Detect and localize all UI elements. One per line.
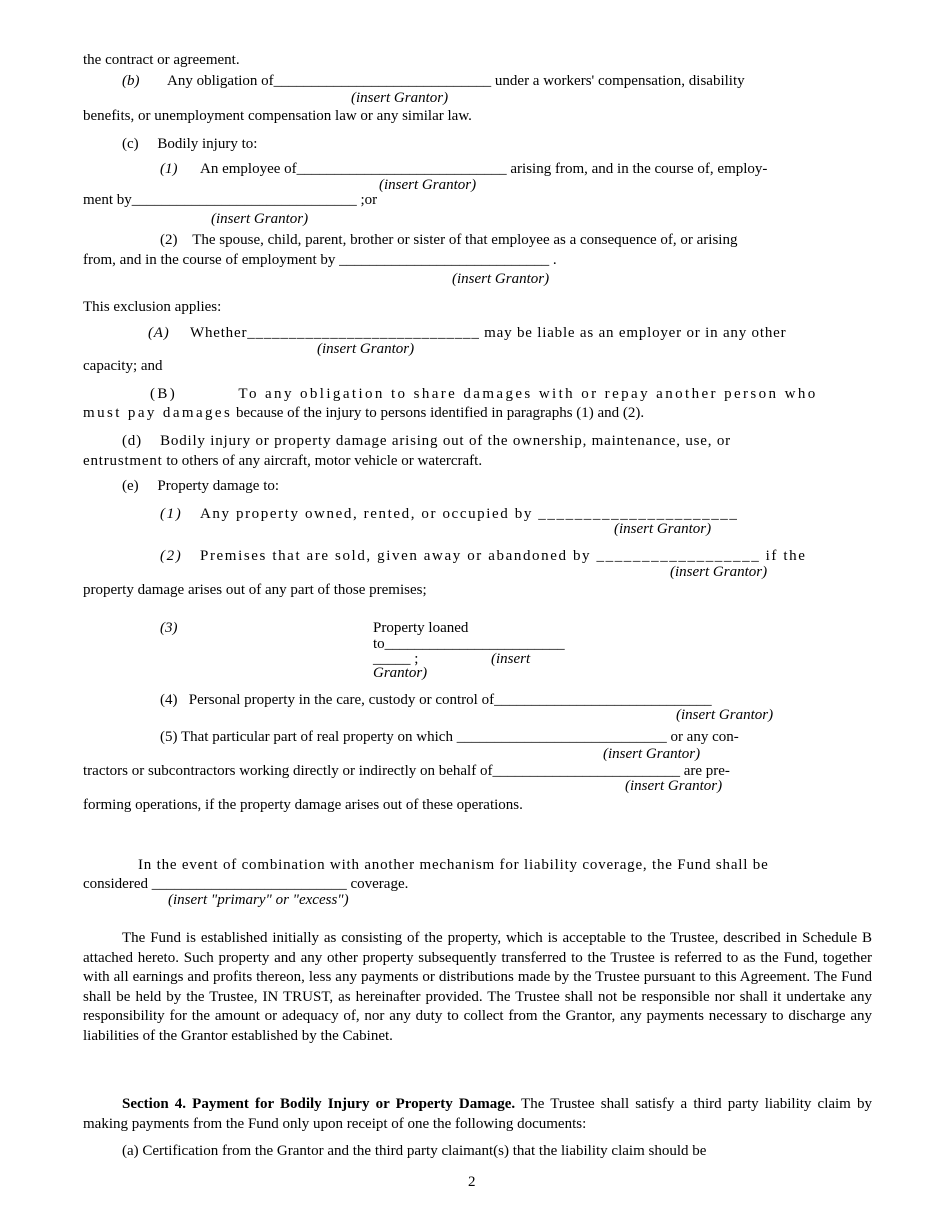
field-hint: (insert Grantor): [603, 746, 701, 762]
section-4-paragraph: [83, 1095, 872, 1134]
text-line: [83, 404, 644, 422]
item-label: (b): [122, 73, 140, 89]
text-line: (a) Certification from the Grantor and the third party claimant(s) that the liability claim should be: [122, 1143, 707, 1159]
text-line: An employee of____________________________ arising from, and in the course of, employ-: [200, 161, 768, 177]
text-line: capacity; and: [83, 358, 163, 374]
text-line: _____ ;: [373, 651, 419, 667]
field-hint: (insert Grantor): [670, 564, 768, 580]
field-hint: (insert Grantor): [379, 177, 477, 193]
text-fragment: to others of any aircraft, motor vehicle or watercraft.: [162, 453, 483, 469]
text-line: the contract or agreement.: [83, 52, 240, 68]
text-line: In the event of combination with another mechanism for liability coverage, the Fund shall be: [138, 857, 769, 873]
item-label: (3): [160, 620, 178, 636]
text-line: ment by______________________________ ;or: [83, 192, 378, 208]
text-line: from, and in the course of employment by ____________________________ .: [83, 252, 557, 268]
text-fragment: must pay damages: [83, 405, 233, 421]
item-label: (1): [160, 506, 183, 522]
text-line: (5) That particular part of real property on which ____________________________ or any con-: [160, 729, 739, 745]
field-hint: (insert Grantor): [211, 211, 309, 227]
field-hint: (insert "primary" or "excess"): [168, 892, 349, 908]
text-line: (4) Personal property in the care, custody or control of_____________________________: [160, 692, 712, 708]
text-line: (d) Bodily injury or property damage arising out of the ownership, maintenance, use, or: [122, 433, 731, 449]
text-line: to________________________: [373, 636, 565, 652]
text-fragment: entrustment: [83, 453, 163, 469]
text-line: (B) To any obligation to share damages with or repay another person who: [150, 386, 818, 402]
paragraph-text: The Trustee shall satisfy a third party liability claim by making payments from the Fund only upon receipt of one the following documents:: [83, 1096, 872, 1132]
text-line: benefits, or unemployment compensation law or any similar law.: [83, 108, 472, 124]
field-hint: (insert Grantor): [452, 271, 550, 287]
text-line: This exclusion applies:: [83, 299, 222, 315]
text-line: considered __________________________ coverage.: [83, 876, 409, 892]
text-fragment: because of the injury to persons identified in paragraphs (1) and (2).: [232, 405, 645, 421]
item-label: (A): [148, 325, 170, 341]
text-line: Any property owned, rented, or occupied by ______________________: [200, 506, 739, 522]
text-line: forming operations, if the property damage arises out of these operations.: [83, 797, 523, 813]
page-number: 2: [468, 1174, 476, 1190]
text-line: [83, 452, 482, 470]
fund-paragraph: [83, 929, 872, 1046]
text-line: (2) The spouse, child, parent, brother or sister of that employee as a consequence of, or arising: [160, 232, 738, 248]
field-hint: (insert: [491, 651, 531, 667]
section-heading: Section 4. Payment for Bodily Injury or Property Damage.: [122, 1096, 516, 1112]
field-hint: Grantor): [373, 665, 428, 681]
field-hint: (insert Grantor): [317, 341, 415, 357]
text-line: Any obligation of_____________________________ under a workers' compensation, disability: [167, 73, 745, 89]
field-hint: (insert Grantor): [625, 778, 723, 794]
text-line: (c) Bodily injury to:: [122, 136, 258, 152]
text-line: Whether____________________________ may be liable as an employer or in any other: [190, 325, 787, 341]
item-label: (2): [160, 548, 183, 564]
text-line: Property loaned: [373, 620, 469, 636]
text-line: property damage arises out of any part of those premises;: [83, 582, 427, 598]
field-hint: (insert Grantor): [614, 521, 712, 537]
field-hint: (insert Grantor): [676, 707, 774, 723]
item-label: (1): [160, 161, 178, 177]
text-line: Premises that are sold, given away or abandoned by __________________ if the: [200, 548, 807, 564]
paragraph-text: The Fund is established initially as consisting of the property, which is acceptable to the Trustee, described in Schedule B attached hereto. Such property and any other property subsequently transferred to the Trustee is referred to as the Fund, together with all earnings and profits thereon, less any payments or distributions made by the Trustee pursuant to this Agreement. The Fund shall be held by the Trustee, IN TRUST, as hereinafter provided. The Trustee shall not be responsible nor shall it undertake any responsibility for the amount or adequacy of, nor any duty to collect from the Grantor, any payments necessary to discharge any liabilities of the Grantor established by the Cabinet.: [83, 930, 872, 1044]
field-hint: (insert Grantor): [351, 90, 449, 106]
text-line: (e) Property damage to:: [122, 478, 280, 494]
text-line: tractors or subcontractors working directly or indirectly on behalf of_________________________ are pre-: [83, 763, 730, 779]
